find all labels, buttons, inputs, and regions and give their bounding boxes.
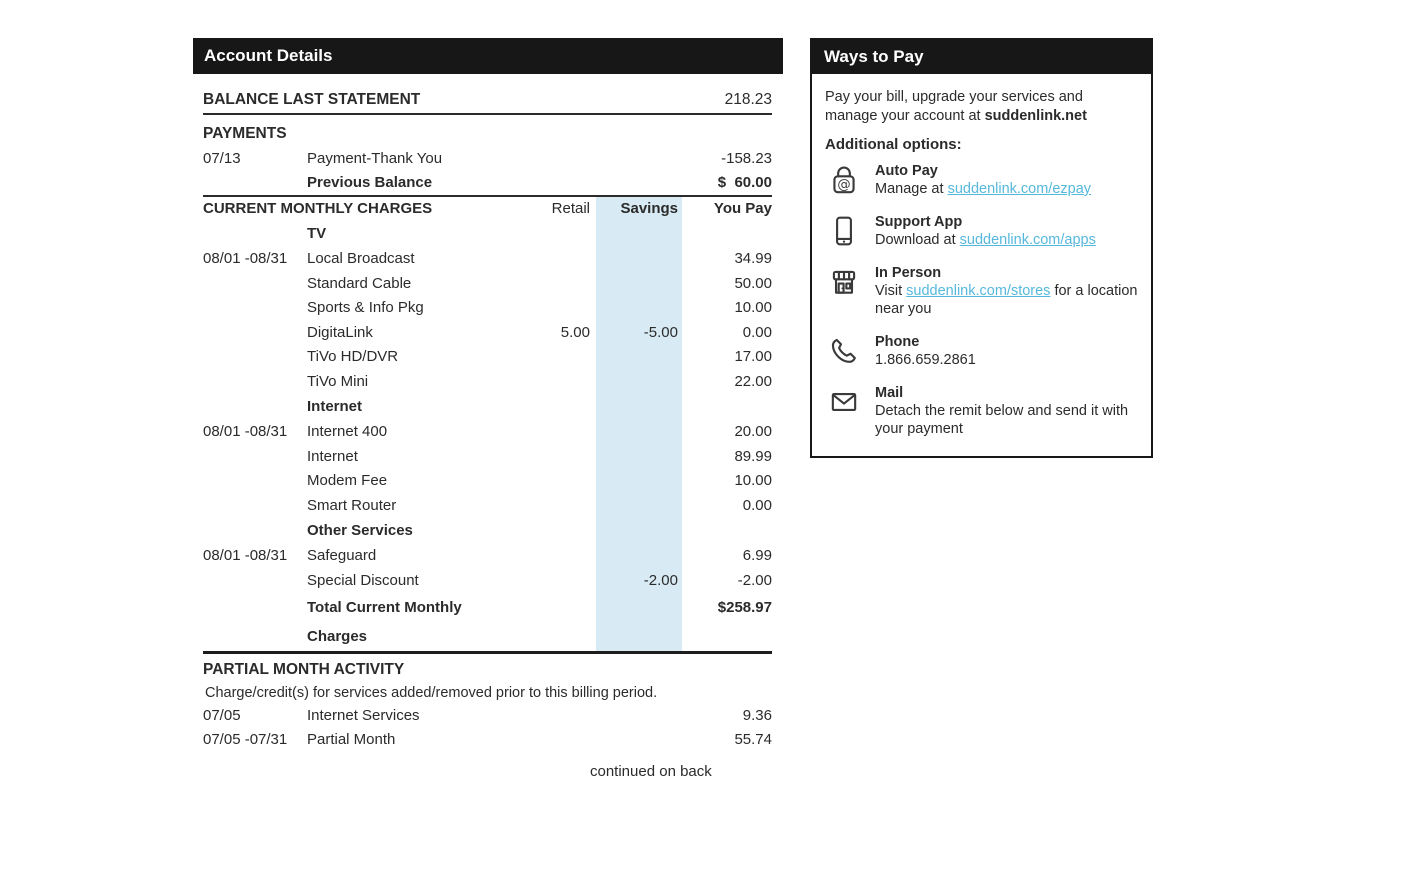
table-row: [203, 445, 772, 470]
svg-text:@: @: [837, 177, 851, 193]
option-text: [875, 264, 1141, 318]
cell-description: TiVo Mini: [307, 372, 369, 390]
table-row: [203, 569, 772, 594]
balance-last-statement-row: [203, 87, 772, 113]
table-row: [203, 544, 772, 569]
table-row: [203, 296, 772, 321]
cell-retail: [514, 569, 596, 594]
cell-savings: [596, 469, 682, 494]
cell-retail: [514, 221, 596, 247]
cell-savings: [596, 494, 682, 519]
option-title: Mail: [875, 385, 904, 401]
storefront-icon: [827, 265, 861, 318]
cell-retail: 5.00: [560, 323, 590, 341]
table-row: [203, 321, 772, 346]
option-title: In Person: [875, 265, 942, 281]
option-support-app: [825, 213, 1141, 249]
cell-date: [203, 494, 307, 519]
cell-date: [203, 345, 307, 370]
cell-date: [203, 518, 307, 544]
option-mail: [825, 384, 1141, 438]
divider: [203, 651, 772, 654]
subtitle-text: for a location near you: [875, 283, 1138, 317]
cell-savings: [596, 272, 682, 297]
cell-you-pay: 0.00: [742, 323, 772, 341]
cell-description: Special Discount: [307, 571, 419, 589]
stores-link[interactable]: suddenlink.com/stores: [906, 283, 1051, 299]
cell-savings: [596, 394, 682, 420]
cell-date: [203, 370, 307, 395]
cell-description: Internet 400: [307, 423, 388, 440]
table-row: [203, 469, 772, 494]
continued-on-back-note: continued on back: [590, 763, 712, 780]
cell-description: Partial Month: [307, 731, 396, 748]
ways-to-pay-header: [812, 40, 1151, 74]
smartphone-icon: [827, 214, 861, 249]
charges-section-title: CURRENT MONTHLY CHARGES: [203, 200, 433, 217]
previous-balance-row: [203, 171, 772, 195]
cell-you-pay: [682, 518, 772, 544]
panel-title: Account Details: [204, 46, 333, 65]
cell-retail: [514, 544, 596, 569]
cell-date: [203, 394, 307, 420]
cell-savings: [596, 296, 682, 321]
group-label: Internet: [307, 398, 363, 415]
partial-month-title: PARTIAL MONTH ACTIVITY: [203, 661, 405, 678]
additional-options-label: Additional options:: [825, 136, 962, 153]
option-auto-pay: [825, 162, 1141, 198]
cell-date: [203, 221, 307, 247]
ezpay-link[interactable]: suddenlink.com/ezpay: [947, 181, 1092, 197]
option-phone: [825, 333, 1141, 369]
cell-date: [203, 272, 307, 297]
cell-date: 07/05 -07/31: [203, 731, 288, 748]
subtitle-text: Visit: [875, 283, 907, 299]
table-row: [203, 345, 772, 370]
cell-retail: [514, 394, 596, 420]
cell-you-pay: 17.00: [734, 348, 772, 365]
cell-date: [203, 171, 307, 195]
cell-savings: [596, 420, 682, 445]
column-header-you-pay: You Pay: [713, 200, 772, 217]
option-subtitle: [875, 180, 1091, 198]
group-label: TV: [307, 225, 327, 242]
option-text: [875, 162, 1091, 198]
apps-link[interactable]: suddenlink.com/apps: [959, 232, 1096, 248]
cell-amount: 9.36: [742, 707, 772, 724]
account-details-panel: [193, 38, 783, 783]
cell-date: [203, 321, 307, 346]
table-row: [203, 247, 772, 272]
cell-retail: [514, 247, 596, 272]
option-subtitle: [875, 282, 1141, 318]
cell-date: [203, 469, 307, 494]
cell-savings: [596, 247, 682, 272]
subtitle-text: Download at: [875, 232, 960, 248]
phone-number: 1.866.659.2861: [875, 352, 976, 368]
cell-description: Local Broadcast: [307, 250, 415, 267]
cell-you-pay: 50.00: [734, 274, 772, 292]
cell-retail: [514, 272, 596, 297]
charges-header-row: [203, 197, 772, 221]
total-amount: $258.97: [717, 599, 772, 616]
cell-you-pay: [682, 394, 772, 420]
intro-text: [825, 88, 1121, 126]
cell-amount: $ 60.00: [717, 174, 772, 191]
cell-date: 08/01 -08/31: [203, 423, 288, 440]
option-text: [875, 384, 1141, 438]
cell-description: Internet: [307, 447, 358, 465]
cell-you-pay: 20.00: [734, 423, 772, 440]
cell-date: 08/01 -08/31: [203, 250, 288, 267]
cell-you-pay: 0.00: [742, 496, 772, 514]
table-row: [203, 494, 772, 519]
cell-description: Internet Services: [307, 707, 420, 724]
option-in-person: [825, 264, 1141, 318]
intro-site: suddenlink.net: [984, 108, 1087, 124]
cell-amount: 55.74: [734, 731, 772, 748]
cell-savings: [596, 518, 682, 544]
subtitle-text: Manage at: [875, 181, 948, 197]
cell-date: [203, 593, 307, 651]
cell-you-pay: 22.00: [734, 372, 772, 390]
autopay-lock-icon: [827, 163, 861, 198]
table-row: [203, 370, 772, 395]
cell-you-pay: 6.99: [742, 547, 772, 564]
cell-savings: [596, 345, 682, 370]
ways-to-pay-body: [812, 74, 1151, 438]
cell-retail: [514, 469, 596, 494]
cell-retail: [514, 593, 596, 651]
cell-savings: [596, 221, 682, 247]
column-header-retail: Retail: [551, 200, 590, 217]
balance-amount: 218.23: [724, 91, 772, 108]
group-label: Other Services: [307, 522, 413, 539]
group-row-internet: [203, 394, 772, 420]
option-title: Phone: [875, 334, 920, 350]
cell-retail: [514, 370, 596, 395]
cell-savings: [596, 370, 682, 395]
cell-date: 07/13: [203, 150, 241, 167]
cell-you-pay: -2.00: [737, 571, 772, 589]
cell-savings: -5.00: [596, 321, 682, 346]
partial-month-note: Charge/credit(s) for services added/removed prior to this billing period.: [205, 685, 658, 701]
cell-retail: [514, 345, 596, 370]
cell-you-pay: 10.00: [734, 472, 772, 489]
cell-retail: [514, 518, 596, 544]
cell-date: 08/01 -08/31: [203, 547, 288, 564]
total-row: [203, 593, 772, 651]
option-title: Support App: [875, 214, 963, 230]
cell-description: Previous Balance: [307, 174, 433, 191]
cell-savings: -2.00: [596, 569, 682, 594]
cell-amount: -158.23: [721, 150, 772, 167]
intro-prefix: Pay your bill, upgrade your services and manage your account at: [825, 89, 1083, 124]
cell-date: [203, 569, 307, 594]
option-text: [875, 213, 1096, 249]
table-row: [203, 728, 772, 752]
option-title: Auto Pay: [875, 163, 938, 179]
option-text: [875, 333, 976, 369]
column-header-savings: Savings: [596, 197, 682, 221]
cell-you-pay: [682, 221, 772, 247]
cell-retail: [514, 445, 596, 470]
payment-row: [203, 147, 772, 171]
total-label: Total Current Monthly Charges: [307, 599, 462, 645]
ways-to-pay-panel: [810, 38, 1153, 458]
cell-savings: [596, 544, 682, 569]
cell-description: Payment-Thank You: [307, 150, 443, 167]
table-row: [203, 704, 772, 728]
cell-you-pay: 10.00: [734, 299, 772, 316]
phone-icon: [827, 334, 861, 369]
divider: [203, 113, 772, 115]
panel-title: Ways to Pay: [824, 47, 924, 66]
account-details-header: [193, 38, 783, 74]
account-details-table: [193, 87, 783, 783]
payments-section-title: PAYMENTS: [203, 125, 287, 142]
cell-retail: [514, 420, 596, 445]
cell-description: Sports & Info Pkg: [307, 299, 424, 316]
cell-savings: [596, 593, 682, 651]
cell-savings: [596, 445, 682, 470]
table-row: [203, 420, 772, 445]
table-row: [203, 272, 772, 297]
group-row-other-services: [203, 518, 772, 544]
cell-description: Standard Cable: [307, 274, 412, 292]
cell-you-pay: 89.99: [734, 447, 772, 465]
cell-date: [203, 445, 307, 470]
option-subtitle: Detach the remit below and send it with your payment: [875, 403, 1129, 437]
cell-description: DigitaLink: [307, 323, 373, 341]
cell-date: [203, 296, 307, 321]
cell-date: 07/05: [203, 707, 241, 724]
cell-retail: [514, 296, 596, 321]
cell-description: Modem Fee: [307, 472, 388, 489]
cell-description: Safeguard: [307, 547, 377, 564]
option-subtitle: [875, 231, 1096, 249]
group-row-tv: [203, 221, 772, 247]
cell-retail: [514, 494, 596, 519]
cell-description: TiVo HD/DVR: [307, 348, 399, 365]
mail-icon: [827, 385, 861, 438]
balance-label: BALANCE LAST STATEMENT: [203, 91, 421, 108]
cell-description: Smart Router: [307, 496, 397, 514]
cell-you-pay: 34.99: [734, 250, 772, 267]
